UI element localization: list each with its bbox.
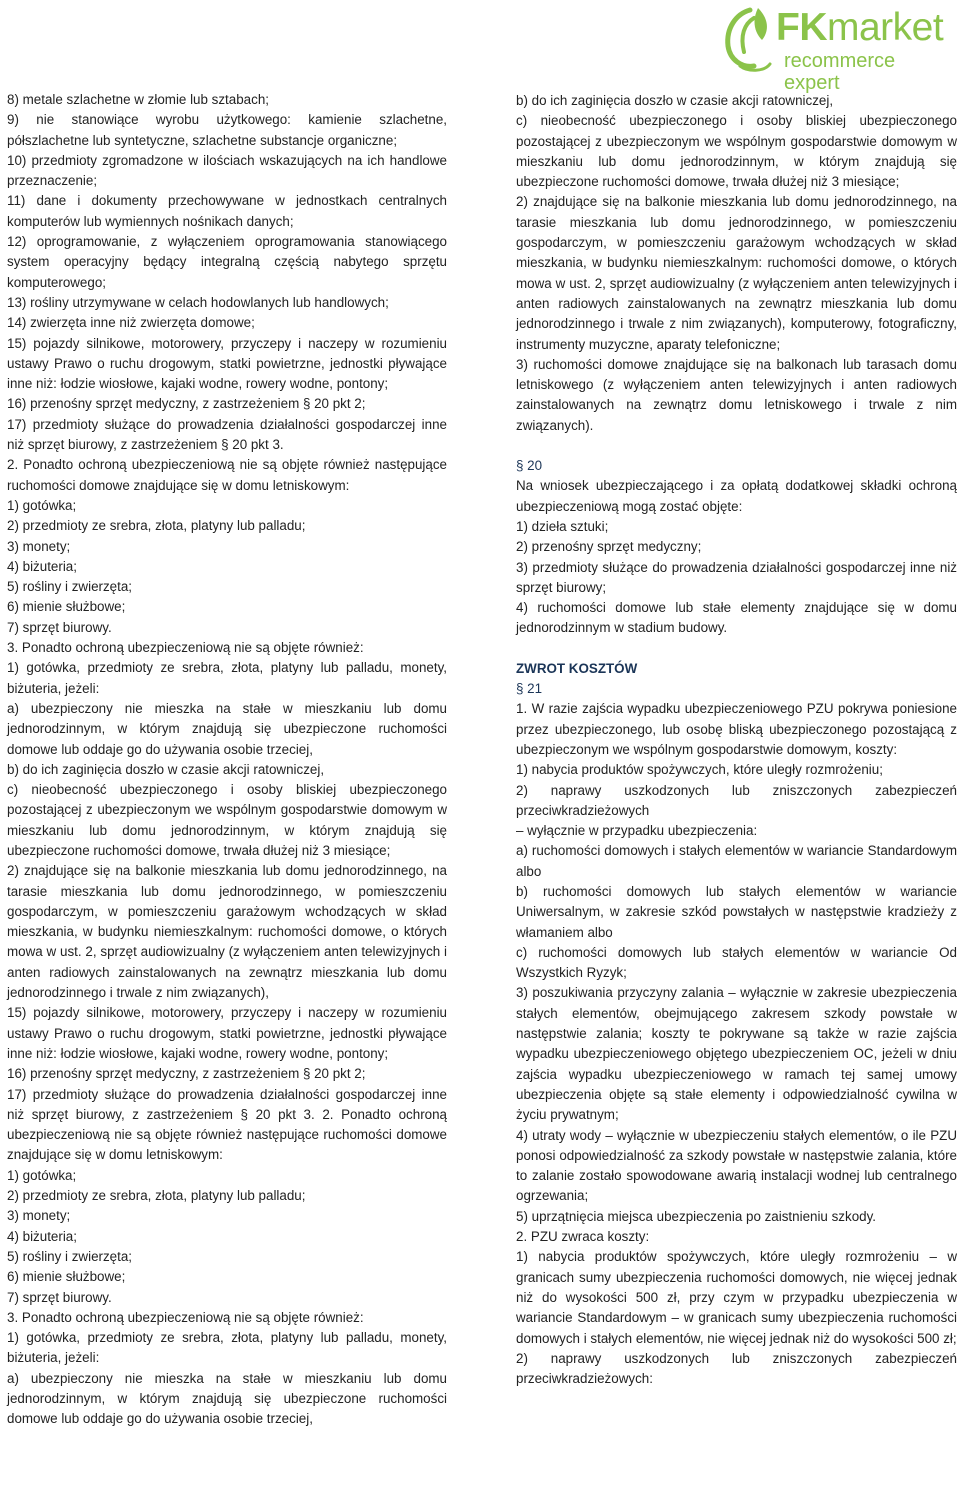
list-item: 4) ruchomości domowe lub stałe elementy znajdujące się w domu jednorodzinnym w stadium budowy. [516, 600, 957, 636]
list-item: 4) biżuteria; [7, 1228, 77, 1244]
list-item: 2) naprawy uszkodzonych lub zniszczonych zabezpieczeń przeciwkradzieżowych [516, 782, 957, 818]
list-item: 2) znajdujące się na balkonie mieszkania lub domu jednorodzinnego, na tarasie mieszkania lub domu jednorodzinnego, w pomieszczeniu gospodarczym, w pomieszczeniu garażowym wchodzących w skład mieszkania, w budynku niemieszkalnym: ruchomości domowe, o których mowa w ust. 2, sprzęt audiowizualny (z wyłączeniem anten telewizyjnych i anten radiowych zainstalowanych na zewnątrz mieszkania lub domu jednorodzinnego i trwale z nim związanych), [7, 863, 447, 1001]
list-item: 5) rośliny i zwierzęta; [7, 579, 133, 595]
list-item: 2. Ponadto ochroną ubezpieczeniową nie są objęte również następujące ruchomości domowe znajdujące się w domu letniskowym: [7, 457, 447, 493]
list-item: 7) sprzęt biurowy. [7, 619, 112, 635]
list-item: 11) dane i dokumenty przechowywane w jednostkach centralnych komputerów lub wymiennych nośnikach danych; [7, 193, 447, 229]
list-item: c) nieobecność ubezpieczonego i osoby bliskiej ubezpieczonego pozostającej z ubezpieczonym we wspólnym gospodarstwie domowym w mieszkaniu lub domu jednorodzinnym, w którym znajdują się ubezpieczone ruchomości domowe, trwała dłużej niż 3 miesiące; [7, 782, 447, 858]
list-item: 5) uprzątnięcia miejsca ubezpieczenia po zaistnieniu szkody. [516, 1208, 877, 1224]
list-item: 2. PZU zwraca koszty: [516, 1229, 650, 1245]
list-item: 16) przenośny sprzęt medyczny, z zastrzeżeniem § 20 pkt 2; [7, 396, 366, 412]
list-item: b) do ich zaginięcia doszło w czasie akcji ratowniczej, [7, 761, 325, 777]
list-item: 9) nie stanowiące wyrobu użytkowego: kamienie szlachetne, półszlachetne lub syntetyczne, szlachetne substancje organiczne; [7, 112, 447, 148]
list-item: 12) oprogramowanie, z wyłączeniem oprogramowania stanowiącego system operacyjny będący integralną częścią nabytego sprzętu komputerowego; [7, 234, 447, 290]
list-item: 1) nabycia produktów spożywczych, które uległy rozmrożeniu – w granicach sumy ubezpieczenia ruchomości domowych, nie więcej jednak niż do wysokości 500 zł, przy czym w przypadku ubezpieczenia w wariancie Standardowym – w granicach sumy ubezpieczenia ruchomości domowych i stałych elementów, nie więcej jednak niż do wysokości 500 zł; [516, 1249, 957, 1346]
section-21-title: § 21 [516, 681, 543, 697]
list-item: 2) znajdujące się na balkonie mieszkania lub domu jednorodzinnego, na tarasie mieszkania lub domu jednorodzinnego, w pomieszczeniu gospodarczym, w pomieszczeniu garażowym wchodzących w skład mieszkania, w budynku niemieszkalnym: ruchomości domowe, o których mowa w ust. 2, sprzęt audiowizualny (z wyłączeniem anten telewizyjnych i anten radiowych zainstalowanych na zewnątrz mieszkania lub domu jednorodzinnego i trwale z nim związanych), komputerowy, fotograficzny, instrumenty muzyczne, aparaty telefoniczne; [516, 194, 957, 352]
list-item: 5) rośliny i zwierzęta; [7, 1248, 133, 1264]
list-item: 1) dzieła sztuki; [516, 518, 609, 534]
zwrot-kosztow-heading: ZWROT KOSZTÓW [516, 660, 638, 676]
list-item: – wyłącznie w przypadku ubezpieczenia: [516, 823, 758, 839]
list-item: 15) pojazdy silnikowe, motorowery, przyczepy i naczepy w rozumieniu ustawy Prawo o ruchu drogowym, statki powietrzne, jednostki pływające inne niż: łodzie wiosłowe, kajaki wodne, rowery wodne, pontony; [7, 1005, 447, 1061]
list-item: 2) przedmioty ze srebra, złota, platyny lub palladu; [7, 518, 306, 534]
list-item: 3. Ponadto ochroną ubezpieczeniową nie są objęte również: [7, 640, 364, 656]
list-item: 1) gotówka, przedmioty ze srebra, złota, platyny lub palladu, monety, biżuteria, jeżeli: [7, 1330, 447, 1366]
list-item: 4) biżuteria; [7, 558, 77, 574]
list-item: b) ruchomości domowych lub stałych elementów w wariancie Uniwersalnym, w zakresie szkód powstałych w następstwie kradzieży z włamaniem albo [516, 883, 957, 940]
list-item: c) nieobecność ubezpieczonego i osoby bliskiej ubezpieczonego pozostającej z ubezpieczonym we wspólnym gospodarstwie domowym w mieszkaniu lub domu jednorodzinnym, w którym znajdują się ubezpieczone ruchomości domowe, trwała dłużej niż 3 miesiące; [516, 113, 957, 190]
fkmarket-logo [718, 4, 950, 94]
list-item: 1) gotówka, przedmioty ze srebra, złota, platyny lub palladu, monety, biżuteria, jeżeli: [7, 660, 447, 696]
list-item: a) ruchomości domowych i stałych elementów w wariancie Standardowym albo [516, 843, 957, 879]
list-item: 10) przedmioty zgromadzone w ilościach wskazujących na ich handlowe przeznaczenie; [7, 152, 447, 189]
list-item: b) do ich zaginięcia doszło w czasie akcji ratowniczej, [516, 93, 834, 108]
list-item: 15) pojazdy silnikowe, motorowery, przyczepy i naczepy w rozumieniu ustawy Prawo o ruchu drogowym, statki powietrzne, jednostki pływające inne niż: łodzie wiosłowe, kajaki wodne, rowery wodne, pontony; [7, 335, 447, 392]
list-item: 2) przedmioty ze srebra, złota, platyny lub palladu; [7, 1188, 306, 1204]
list-item: 4) utraty wody – wyłącznie w ubezpieczeniu stałych elementów, o ile PZU ponosi odpowiedzialność za szkody powstałe w następstwie zalania, które to zalanie zostało spowodowane awarią instalacji wodnej lub centralnego ogrzewania; [516, 1127, 957, 1204]
brand-tagline: recommerce expert [784, 50, 896, 94]
list-item: 3) poszukiwania przyczyny zalania – wyłącznie w zakresie ubezpieczenia stałych elementów, obejmującego zakresem szkody powstałe w następstwie zalania; koszty te pokrywane są także w razie zajścia wypadku ubezpieczeniowego objętego ubezpieczeniem OC, jeżeli w dniu zajścia wypadku ubezpieczeniowego w ramach tej samej umowy ubezpieczenia objęte są stałe elementy i odpowiedzialność cywilna w życiu prywatnym; [516, 985, 957, 1123]
list-item: Na wniosek ubezpieczającego i za opłatą dodatkowej składki ochroną ubezpieczeniową mogą zostać objęte: [516, 478, 957, 514]
brand-name: FKmarket [776, 6, 944, 49]
list-item: 1) nabycia produktów spożywczych, które uległy rozmrożeniu; [516, 762, 883, 778]
section-20-title: § 20 [516, 458, 543, 474]
list-item: c) ruchomości domowych lub stałych elementów w wariancie Od Wszystkich Ryzyk; [516, 944, 957, 981]
list-item: 8) metale szlachetne w złomie lub sztabach; [7, 92, 269, 107]
list-item: 14) zwierzęta inne niż zwierzęta domowe; [7, 315, 255, 331]
list-item: 3) monety; [7, 538, 71, 554]
list-item: 3. Ponadto ochroną ubezpieczeniową nie są objęte również: [7, 1309, 364, 1325]
list-item: 6) mienie służbowe; [7, 1269, 126, 1285]
list-item: 1. W razie zajścia wypadku ubezpieczeniowego PZU pokrywa poniesione przez ubezpieczonego, lub osobę bliską ubezpieczonego pozostającą z ubezpieczonym we wspólnym gospodarstwie domowym, koszty: [516, 701, 957, 757]
list-item: a) ubezpieczony nie mieszka na stałe w mieszkaniu lub domu jednorodzinnym, w którym znajdują się ubezpieczone ruchomości domowe lub oddaje go do używania osobie trzeciej, [7, 700, 447, 757]
list-item: 7) sprzęt biurowy. [7, 1289, 112, 1305]
left-column [7, 90, 447, 1430]
list-item: 2) przenośny sprzęt medyczny; [516, 539, 702, 555]
list-item: 16) przenośny sprzęt medyczny, z zastrzeżeniem § 20 pkt 2; [7, 1066, 366, 1082]
right-column [516, 91, 957, 1389]
list-item: 2) naprawy uszkodzonych lub zniszczonych zabezpieczeń przeciwkradzieżowych: [516, 1350, 957, 1387]
leaf-globe-icon [718, 6, 778, 74]
list-item: 6) mienie służbowe; [7, 599, 126, 615]
list-item: 3) monety; [7, 1208, 71, 1224]
list-item: 3) przedmioty służące do prowadzenia działalności gospodarczej inne niż sprzęt biurowy; [516, 559, 957, 595]
list-item: 13) rośliny utrzymywane w celach hodowlanych lub handlowych; [7, 294, 389, 310]
list-item: 3) ruchomości domowe znajdujące się na balkonach lub tarasach domu letniskowego (z wyłączeniem anten telewizyjnych i anten radiowych zainstalowanych na zewnątrz domu letniskowego i trwale z nim związanych). [516, 356, 957, 433]
list-item: a) ubezpieczony nie mieszka na stałe w mieszkaniu lub domu jednorodzinnym, w którym znajdują się ubezpieczone ruchomości domowe lub oddaje go do używania osobie trzeciej, [7, 1370, 447, 1427]
list-item: 1) gotówka; [7, 1167, 77, 1183]
list-item: 17) przedmioty służące do prowadzenia działalności gospodarczej inne niż sprzęt biurowy, z zastrzeżeniem § 20 pkt 3. [7, 416, 447, 453]
list-item: 17) przedmioty służące do prowadzenia działalności gospodarczej inne niż sprzęt biurowy, z zastrzeżeniem § 20 pkt 3. 2. Ponadto ochroną ubezpieczeniową nie są objęte również następujące ruchomości domowe znajdujące się w domu letniskowym: [7, 1086, 447, 1163]
list-item: 1) gotówka; [7, 497, 77, 513]
